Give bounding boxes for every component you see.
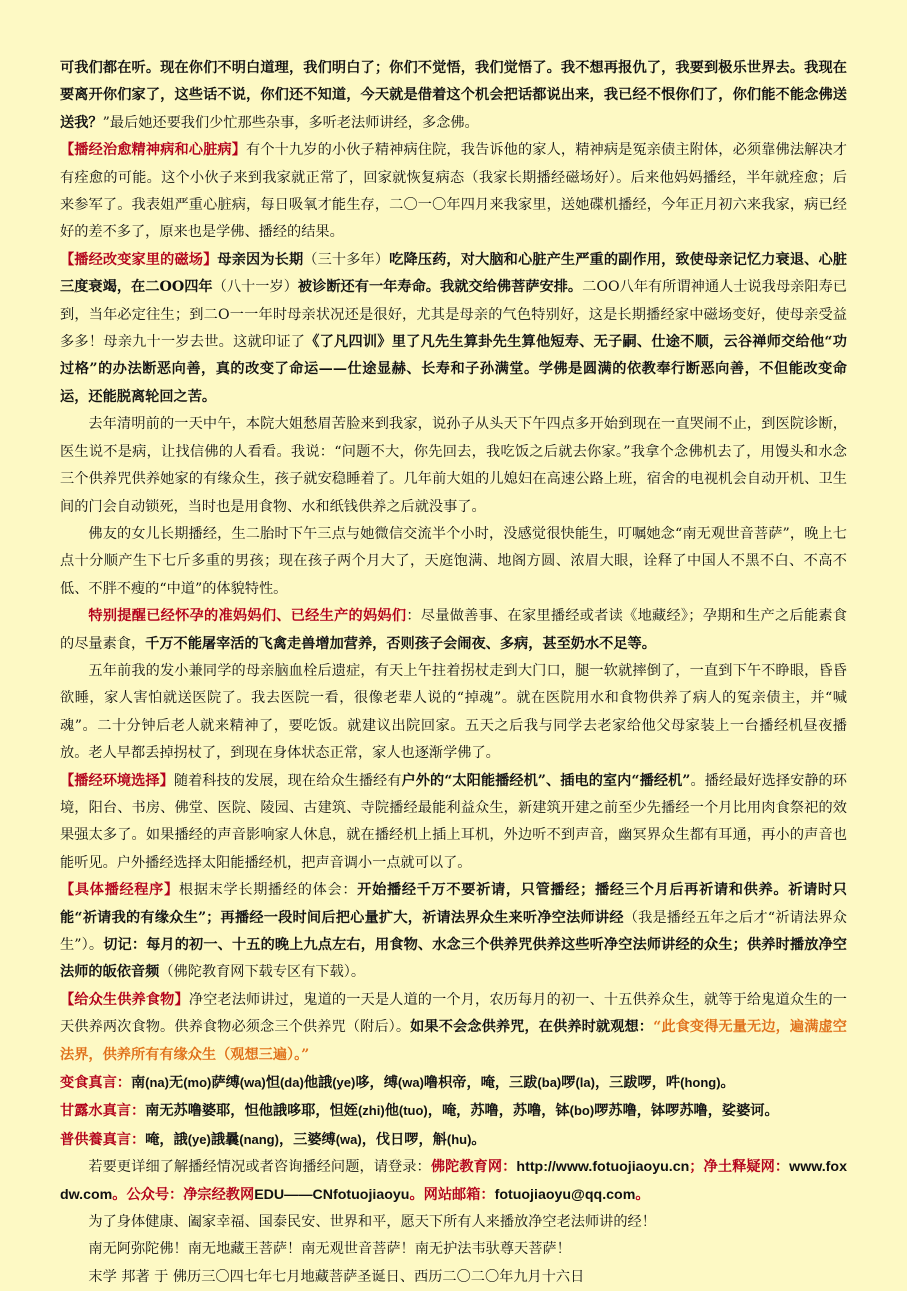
mantra-text: 唵，誐: [145, 1131, 188, 1148]
mantra-text: 他: [384, 1103, 399, 1120]
mantra-text: 无: [169, 1075, 184, 1092]
pinyin-annotation: (da): [279, 1075, 304, 1091]
mantra-text: 。: [720, 1075, 735, 1092]
pinyin-annotation: (zhi): [357, 1103, 385, 1119]
paragraph-classmate-mother: 五年前我的发小兼同学的母亲脑血栓后遗症，有天上午拄着拐杖走到大门口，腿一软就摔倒了，一直到下午不睁眼，昏昏欲睡，家人害怕就送医院了。我去医院一看，很像老辈人说的“掉魂”。就在医院用水和食物供养了病人的冤亲债主，并“喊魂”。二十分钟后老人就来精神了，要吃饭。就建议出院回家。五天之后我与同学去老家给他父母家装上一台播经机昼夜播放。老人早都丢掉拐杖了，到现在身体状态正常，家人也逐渐学佛了。: [60, 662, 847, 762]
pinyin-annotation: (ye): [187, 1131, 211, 1147]
mantra-text: 。: [471, 1131, 486, 1148]
mantra-text: 誐曩: [210, 1131, 240, 1148]
pinyin-annotation: (bo): [569, 1103, 595, 1119]
pinyin-annotation: (mo): [183, 1075, 212, 1091]
wish-line: 为了身体健康、阖家幸福、国泰民安、世界和平，愿天下所有人来播放净空老法师讲的经！: [88, 1214, 656, 1231]
mantra-text: 南无苏噜婆耶，怛他誐哆耶，怛姪: [145, 1103, 358, 1120]
pinyin-annotation: (ba): [537, 1075, 562, 1091]
website-link[interactable]: www.foxdw.com: [60, 1159, 847, 1203]
wechat-account: EDU——CNfotuojiaoyu: [254, 1186, 410, 1203]
mantra-text: 啰: [561, 1075, 576, 1092]
section-heading: 【播经环境选择】: [60, 772, 174, 789]
pinyin-annotation: (ye): [332, 1075, 356, 1091]
mantra-universal-offering: 普供養真言：唵，誐(ye)誐曩(nang)，三婆缚(wa)，伐日啰，斛(hu)。: [60, 1131, 486, 1148]
section-procedure: 【具体播经程序】根据末学长期播经的体会：开始播经千万不要祈请，只管播经；播经三个月后再祈请和供养。祈请时只能“祈请我的有缘众生”；再播经一段时间后把心量扩大，祈请法界众生来听净空法师讲经（我是播经五年之后才“祈请法界众生”）。切记：每月的初一、十五的晚上九点左右，用食物、水念三个供养咒供养这些听净空法师讲经的众生；供养时播放净空法师的皈依音频（佛陀教育网下载专区有下载）。: [60, 882, 847, 981]
email-link[interactable]: fotuojiaoyu@qq.com: [494, 1186, 636, 1203]
paragraph-daughter-story: 佛友的女儿长期播经，生二胎时下午三点与她微信交流半个小时，没感觉很快能生，叮嘱她念“南无观世音菩萨”，晚上七点十分顺产生下七斤多重的男孩；现在孩子两个月大了，天庭饱满、地阁方圆、浓眉大眼，诠释了中国人不黑不白、不高不低、不胖不瘦的“中道”的体貌特性。: [60, 525, 847, 597]
pinyin-annotation: (wa): [335, 1131, 362, 1147]
section-heading: 特别提醒已经怀孕的准妈妈们、已经生产的妈妈们: [88, 608, 407, 625]
pinyin-annotation: (la): [575, 1075, 595, 1091]
paragraph-continuation: 可我们都在听。现在你们不明白道理，我们明白了；你们不觉悟，我们觉悟了。我不想再报仇了，我要到极乐世界去。我现在要离开你们家了，这些话不说，你们还不知道，今天就是借着这个机会把话都说出来，我已经不恨你们了，你们能不能念佛送送我？”最后她还要我们少忙那些杂事，多听老法师讲经，多念佛。: [60, 60, 847, 131]
pinyin-annotation: (tuo): [398, 1103, 428, 1119]
pinyin-annotation: (wa): [239, 1075, 266, 1091]
section-food-offering: 【给众生供养食物】净空老法师讲过，鬼道的一天是人道的一个月，农历每月的初一、十五供养众生，就等于给鬼道众生的一天供养两次食物。供养食物必须念三个供养咒（附后）。如果不会念供养咒，在供养时就观想：“此食变得无量无边，遍满虚空法界，供养所有有缘众生（观想三遍）。”: [60, 991, 847, 1063]
section-heading: 【播经改变家里的磁场】: [60, 251, 218, 268]
mantra-text: 啰苏噜，钵啰苏噜，娑婆诃。: [594, 1103, 779, 1120]
paragraph-grandson-story: 去年清明前的一天中午，本院大姐愁眉苦脸来到我家，说孙子从头天下午四点多开始到现在一直哭闹不止，到医院诊断，医生说不是病，让找信佛的人看看。我说：“问题不大，你先回去，我吃饭之后就去你家。”我拿个念佛机去了，用馒头和水念三个供养咒供养她家的有缘众生，孩子就安稳睡着了。几年前大姐的儿媳妇在高速公路上班，宿舍的电视机会自动开机、卫生间的门会自动锁死，当时也是用食物、水和纸钱供养之后就没事了。: [60, 416, 847, 515]
section-change-magnetic-field: 【播经改变家里的磁场】母亲因为长期（三十多年）吃降压药，对大脑和心脏产生严重的副作用，致使母亲记忆力衰退、心脏三度衰竭，在二OO四年（八十一岁）被诊断还有一年寿命。我就交给佛菩萨安排。二OO八年有所谓神通人士说我母亲阳寿已到，当年必定往生；到二O一一年时母亲状况还是很好，尤其是母亲的气色特别好，这是长期播经家中磁场变好，使母亲受益多多！母亲九十一岁去世。这就印证了《了凡四训》里了凡先生算卦先生算他短寿、无子嗣、仕途不顺，云谷禅师交给他“功过格”的办法断恶向善，真的改变了命运——仕途显赫、长寿和子孙满堂。学佛是圆满的依教奉行断恶向善，不但能改变命运，还能脱离轮回之苦。: [60, 251, 847, 405]
homage-line: 南无阿弥陀佛！南无地藏王菩萨！南无观世音菩萨！南无护法韦驮尊天菩萨！: [88, 1241, 571, 1258]
mantra-nectar-water: 甘露水真言：南无苏噜婆耶，怛他誐哆耶，怛姪(zhi)他(tuo)，唵，苏噜，苏噜，钵(bo)啰苏噜，钵啰苏噜，娑婆诃。: [60, 1103, 779, 1120]
pinyin-annotation: (nang): [239, 1131, 279, 1147]
mantra-text: ，三跋啰，吽: [594, 1075, 681, 1092]
section-heading: 【播经治愈精神病和心脏病】: [60, 142, 247, 159]
mantra-text: 噜枳帝，唵，三跋: [423, 1075, 538, 1092]
section-heal-illness: 【播经治愈精神病和心脏病】有个十九岁的小伙子精神病住院，我告诉他的家人，精神病是冤亲债主附体，必须靠佛法解决才有痊愈的可能。这个小伙子来到我家就正常了，回家就恢复病态（我家长期播经磁场好）。后来他妈妈播经，半年就痊愈；后来参军了。我表姐严重心脏病，每日吸氧才能生存，二〇一〇年四月来我家里，送她碟机播经，今年正月初六来我家，病已经好的差不多了，原来也是学佛、播经的结果。: [60, 142, 847, 241]
mantra-food-transform: 变食真言：南(na)无(mo)萨缚(wa)怛(da)他誐(ye)哆，缚(wa)噜枳帝，唵，三跋(ba)啰(la)，三跋啰，吽(hong)。: [60, 1075, 735, 1092]
mantra-text: 怛: [265, 1075, 280, 1092]
mantra-text: ，伐日啰，斛: [361, 1131, 447, 1148]
mantra-text: ，三婆缚: [278, 1131, 336, 1148]
mantra-text: 南: [130, 1075, 146, 1092]
website-link[interactable]: http://www.fotuojiaoyu.cn: [516, 1159, 690, 1176]
pinyin-annotation: (wa): [397, 1075, 424, 1091]
mantra-text: ，唵，苏噜，苏噜，钵: [427, 1103, 570, 1120]
contact-info: 若要更详细了解播经情况或者咨询播经问题，请登录：佛陀教育网：http://www.fotuojiaoyu.cn；净土释疑网：www.foxdw.com。公众号：净宗经教网EDU——CNfotuojiaoyu。网站邮箱：fotuojiaoyu@qq.com。: [60, 1159, 847, 1203]
pinyin-annotation: (na): [145, 1075, 169, 1091]
pinyin-annotation: (hu): [446, 1131, 472, 1147]
mantra-text: 哆，缚: [355, 1075, 398, 1092]
mantra-text: 他誐: [303, 1075, 333, 1092]
section-environment: 【播经环境选择】随着科技的发展，现在给众生播经有户外的“太阳能播经机”、插电的室内“播经机”。播经最好选择安静的环境，阳台、书房、佛堂、医院、陵园、古建筑、寺院播经最能利益众生，新建筑开建之前至少先播经一个月比用肉食祭祀的效果强太多了。如果播经的声音影响家人休息，就在播经机上插上耳机，外边听不到声音，幽冥界众生都有耳通，再小的声音也能听见。户外播经选择太阳能播经机，把声音调小一点就可以了。: [60, 772, 847, 871]
section-special-reminder: 特别提醒已经怀孕的准妈妈们、已经生产的妈妈们：尽量做善事、在家里播经或者读《地藏经》；孕期和生产之后能素食的尽量素食，千万不能屠宰活的飞禽走兽增加营养，否则孩子会闹夜、多病，甚至奶水不足等。: [60, 608, 847, 652]
signature-line: 末学 邦著 于 佛历三〇四七年七月地藏菩萨圣诞日、西历二〇二〇年九月十六日: [88, 1268, 585, 1285]
pinyin-annotation: (hong): [680, 1075, 721, 1091]
mantra-text: 萨缚: [211, 1075, 240, 1092]
section-heading: 【给众生供养食物】: [60, 991, 189, 1008]
section-heading: 【具体播经程序】: [60, 882, 179, 899]
